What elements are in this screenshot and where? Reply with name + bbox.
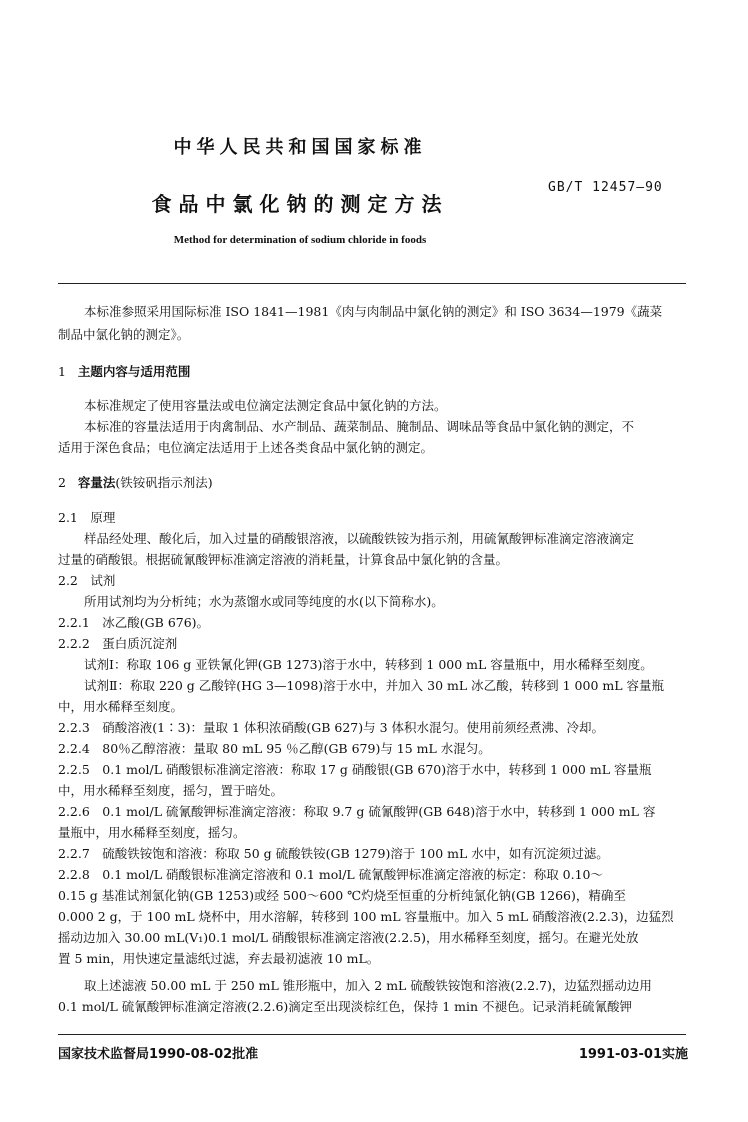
paragraph-line: 本标准规定了使用容量法或电位滴定法测定食品中氯化钠的方法。 <box>84 398 447 413</box>
standard-organization-heading: 中华人民共和国国家标准 <box>173 137 427 158</box>
bottom-divider <box>58 1034 686 1035</box>
clause-line: 2.2.1 冰乙酸(GB 676)。 <box>58 615 210 630</box>
clause-line: 2.2.6 0.1 mol/L 硫氰酸钾标准滴定溶液：称取 9.7 g 硫氰酸钾(GB 648)溶于水中，转移到 1 000 mL 容 <box>58 804 656 819</box>
section-subtitle: (铁铵矾指示剂法) <box>115 475 213 490</box>
paragraph-line: 取上述滤液 50.00 mL 于 250 mL 锥形瓶中，加入 2 mL 硫酸铁铵饱和溶液(2.2.7)，边猛烈摇动边用 <box>84 978 652 993</box>
clause-line: 摇动边加入 30.00 mL(V₁)0.1 mol/L 硝酸银标准滴定溶液(2.2.5)，用水稀释至刻度，摇匀。在避光处放 <box>58 930 639 945</box>
clause-line: 量瓶中，用水稀释至刻度，摇匀。 <box>58 825 246 840</box>
paragraph-line: 0.1 mol/L 硫氰酸钾标准滴定溶液(2.2.6)滴定至出现淡棕红色，保持 1 min 不褪色。记录消耗硫氰酸钾 <box>58 999 633 1014</box>
clause-line: 中，用水稀释至刻度，摇匀，置于暗处。 <box>58 783 284 798</box>
clause-line: 置 5 min，用快速定量滤纸过滤，弃去最初滤液 10 mL。 <box>58 951 380 966</box>
section-2-heading <box>58 473 213 492</box>
intro-paragraph-line: 制品中氯化钠的测定》。 <box>58 327 190 342</box>
intro-paragraph-line: 本标准参照采用国际标准 ISO 1841—1981《肉与肉制品中氯化钠的测定》和 ISO 3634—1979《蔬菜 <box>84 304 663 319</box>
paragraph-line: 样品经处理、酸化后，加入过量的硝酸银溶液，以硫酸铁铵为指示剂，用硫氰酸钾标准滴定溶液滴定 <box>84 531 635 546</box>
clause-line: 2.2.8 0.1 mol/L 硝酸银标准滴定溶液和 0.1 mol/L 硫氰酸钾标准滴定溶液的标定：称取 0.10～ <box>58 867 604 882</box>
paragraph-line: 试剂Ⅱ：称取 220 g 乙酸锌(HG 3—1098)溶于水中，并加入 30 mL 冰乙酸，转移到 1 000 mL 容量瓶 <box>84 678 664 693</box>
clause-line: 2.2.3 硝酸溶液(1∶3)：量取 1 体积浓硝酸(GB 627)与 3 体积水混匀。使用前须经煮沸、冷却。 <box>58 720 605 735</box>
clause-line: 2.2.2 蛋白质沉淀剂 <box>58 636 178 651</box>
clause-line: 2.2.7 硫酸铁铵饱和溶液：称取 50 g 硫酸铁铵(GB 1279)溶于 100 mL 水中，如有沉淀须过滤。 <box>58 846 609 861</box>
clause-line: 2.2.4 80％乙醇溶液：量取 80 mL 95 ％乙醇(GB 679)与 15 mL 水混匀。 <box>58 741 491 756</box>
paragraph-line: 本标准的容量法适用于肉禽制品、水产制品、蔬菜制品、腌制品、调味品等食品中氯化钠的测定，不 <box>84 419 635 434</box>
top-divider <box>58 283 686 284</box>
paragraph-line: 中，用水稀释至刻度。 <box>58 699 184 714</box>
subsection-heading: 2.2 试剂 <box>58 573 116 588</box>
clause-line: 2.2.5 0.1 mol/L 硝酸银标准滴定溶液：称取 17 g 硝酸银(GB 670)溶于水中，转移到 1 000 mL 容量瓶 <box>58 762 652 777</box>
paragraph-line: 试剂Ⅰ：称取 106 g 亚铁氰化钾(GB 1273)溶于水中，转移到 1 000 mL 容量瓶中，用水稀释至刻度。 <box>84 657 653 672</box>
approval-line: 国家技术监督局1990-08-02批准 <box>58 1047 259 1062</box>
paragraph-line: 适用于深色食品；电位滴定法适用于上述各类食品中氯化钠的测定。 <box>58 440 434 455</box>
clause-line: 0.15 g 基准试剂氯化钠(GB 1253)或经 500～600 ℃灼烧至恒重的分析纯氯化钠(GB 1266)，精确至 <box>58 888 626 903</box>
standard-code: GB/T 12457—90 <box>548 180 663 195</box>
subsection-heading: 2.1 原理 <box>58 510 116 525</box>
section-number: 2 <box>58 475 66 490</box>
implementation-date: 1991-03-01实施 <box>578 1047 688 1062</box>
document-title-english: Method for determination of sodium chloride in foods <box>173 234 427 246</box>
document-title: 食品中氯化钠的测定方法 <box>151 192 449 216</box>
clause-line: 0.000 2 g，于 100 mL 烧杯中，用水溶解，转移到 100 mL 容量瓶中。加入 5 mL 硝酸溶液(2.2.3)，边猛烈 <box>58 909 674 924</box>
section-1-heading <box>58 362 190 381</box>
section-title: 主题内容与适用范围 <box>77 364 191 379</box>
section-number: 1 <box>58 364 66 379</box>
section-title: 容量法 <box>77 475 116 490</box>
paragraph-line: 所用试剂均为分析纯；水为蒸馏水或同等纯度的水(以下简称水)。 <box>84 594 444 609</box>
paragraph-line: 过量的硝酸银。根据硫氰酸钾标准滴定溶液的消耗量，计算食品中氯化钠的含量。 <box>58 552 509 567</box>
